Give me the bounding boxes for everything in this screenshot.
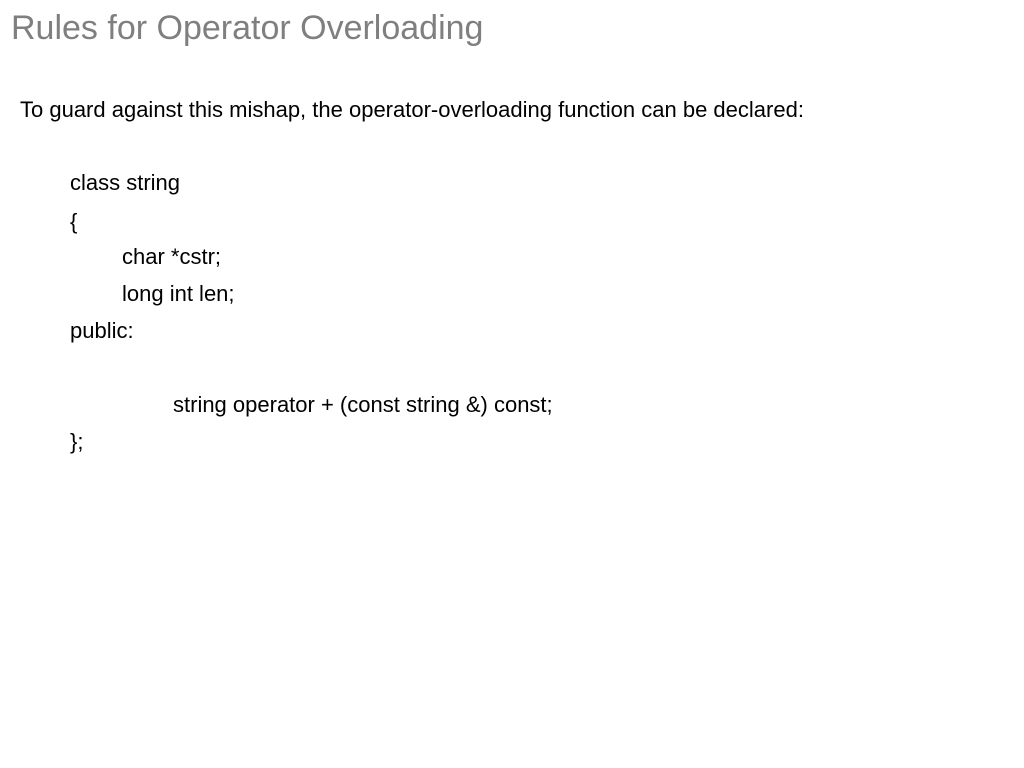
code-line-cstr: char *cstr; — [122, 244, 222, 269]
code-line-len: long int len; — [122, 281, 235, 306]
code-line-public: public: — [70, 318, 134, 343]
slide-title: Rules for Operator Overloading — [11, 9, 484, 47]
code-line-close-brace: }; — [70, 429, 84, 454]
code-line-operator: string operator + (const string &) const; — [173, 392, 553, 417]
code-line-class-decl: class string — [70, 170, 181, 195]
intro-text: To guard against this mishap, the operator-overloading function can be declared: — [20, 97, 804, 122]
code-line-open-brace: { — [70, 209, 78, 234]
